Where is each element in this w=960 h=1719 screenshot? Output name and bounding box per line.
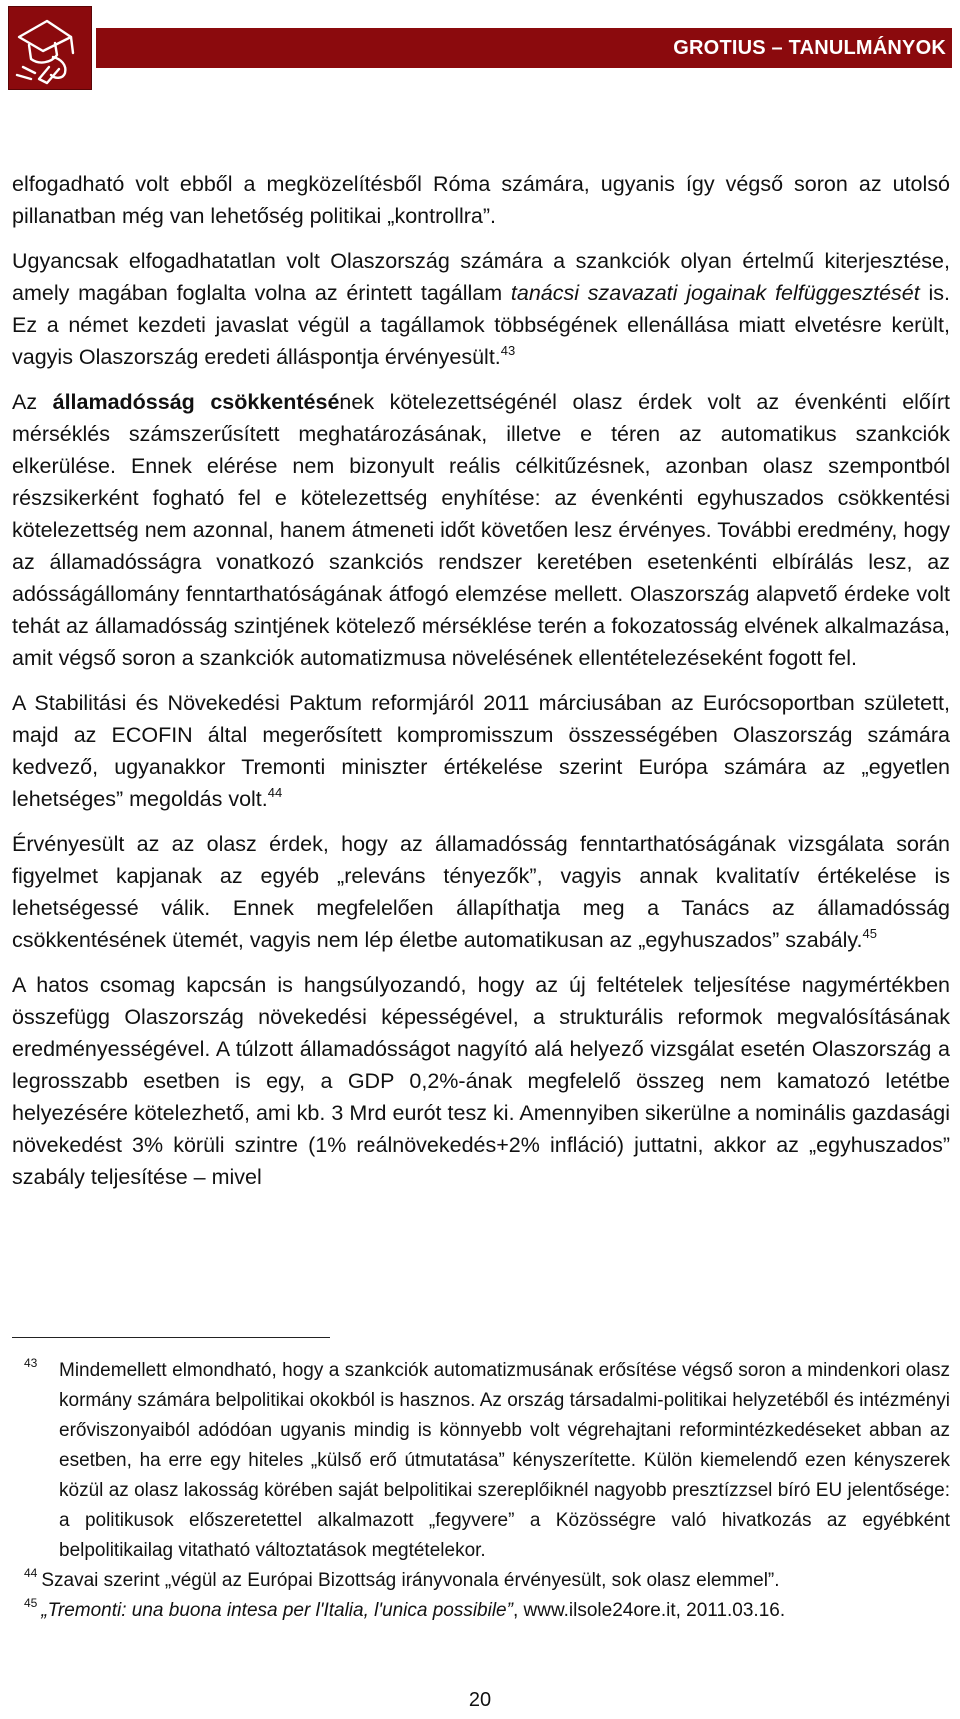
page-number: 20 [468, 1689, 492, 1711]
footnote-44: $^{44}$ Szavai szerint „végül az Európai Bizottság irányvonala érvényesült, sok olasz elemmel”. [24, 1566, 780, 1591]
source-title: „Tremonti: una buona intesa per l'Italia, l'unica possibile” [41, 1600, 513, 1621]
footnote-number: 44 [24, 1566, 38, 1580]
header-band [96, 28, 952, 68]
footnote-number: 43 [24, 1356, 38, 1370]
footnotes [24, 1356, 950, 1626]
footnote-number: 45 [24, 1596, 38, 1610]
paragraph-4: A Stabilitási és Növekedési Paktum reformjáról 2011 márciusában az Eurócsoportban született, majd az ECOFIN által megerősített kompromisszum összességében Olaszország számára kedvező, ugyanakkor Tremonti miniszter értékelése szerint Európa számára az „egyetlen lehetséges” megoldás volt.$^{44}$ [12, 691, 950, 811]
paragraph-1: elfogadható volt ebből a megközelítésből Róma számára, ugyanis így végső soron az utolsó pillanatban még van lehetőség politikai „kontrollra”. [12, 172, 950, 228]
paragraph-3: Az államadósság csökkentésének kötelezettségénél olasz érdek volt az évenkénti előírt mérséklés számszerűsített meghatározásának, illetve e téren az automatikus szankciók elkerülése. Ennek elérése nem bizonyult reális célkitűzésnek, azonban olasz szempontból részsikerként fogható fel e kötelezettség enyhítése: az évenkénti egyhuszados csökkentési kötelezettség nem azonnal, hanem átmeneti időt követően lesz érvényes. További eredmény, hogy az államadósságra vonatkozó szankciós rendszer keretében esetenkénti elbírálás lesz, az adósságállomány fenntarthatóságának átfogó elemzése mellett. Olaszország alapvető érdeke volt tehát az államadósság szintjének kötelező mérséklése terén a fokozatosság elvének alkalmazása, amit végső soron a szankciók automatizmusa növelésének ellentételezéseként fogott fel. [12, 390, 950, 670]
footnote-ref-43[interactable]: 43 [500, 343, 516, 358]
footnote-45: $^{45}$ „Tremonti: una buona intesa per l'Italia, l'unica possibile”, www.ilsole24ore.it, 2011.03.16. [24, 1596, 786, 1621]
paragraph-2: Ugyancsak elfogadhatatlan volt Olaszország számára a szankciók olyan értelmű kiterjesztése, amely magában foglalta volna az érintett tagállam tanácsi szavazati jogainak felfüggesztését is. Ez a német kezdeti javaslat végül a tagállamok többségének ellenállása miatt elvetésre került, vagyis Olaszország eredeti álláspontja érvényesült.$^{43}$ [12, 249, 951, 369]
bold-debt-reduction: államadósság csökkentésé [52, 390, 340, 414]
graduation-cap-logo-icon [8, 6, 92, 90]
paragraph-6: A hatos csomag kapcsán is hangsúlyozandó, hogy az új feltételek teljesítése nagymértékben összefügg Olaszország növekedési képességével, a strukturális reformok megvalósításának eredményességével. A túlzott államadósságot nagyító alá helyező vizsgálat esetén Olaszország a legrosszabb esetben is egy, a GDP 0,2%-ának megfelelő összeg nem kamatozó letétbe helyezésére kötelezhető, ami kb. 3 Mrd eurót tesz ki. Amennyiben sikerülne a nominális gazdasági növekedést 3% körüli szintre (1% reálnövekedés+2% infláció) juttatni, akkor az „egyhuszados” szabály teljesítése – mivel [12, 973, 950, 1189]
footnote-ref-45[interactable]: 45 [862, 926, 877, 941]
emphasis-voting-rights: tanácsi szavazati jogainak felfüggesztését [510, 281, 920, 305]
paragraph-5: Érvényesült az az olasz érdek, hogy az államadósság fenntarthatóságának vizsgálata során figyelmet kapjanak az egyéb „releváns tényezők”, vagyis annak kvalitatív értékelése is lehetségessé válik. Ennek megfelelően állapíthatja meg a Tanács az államadósság csökkentésének ütemét, vagyis nem lép életbe automatikusan az „egyhuszados” szabály.$^{45}$ [12, 832, 950, 952]
footnote-43: $^{43}$ Mindemellett elmondható, hogy a szankciók automatizmusának erősítése végső soron a mindenkori olasz kormány számára belpolitikai okokból is hasznos. Az ország társadalmi-politikai helyzetéből és intézményi erőviszonyaiból adódóan ugyanis mindig is könnyebb volt végrehajtani reformintézkedéseket abban az esetben, ha erre egy hiteles „külső erő útmutatása” kényszerítette. Külön kiemelendő ezen kényszerek közül az olasz lakosság körében saját belpolitikai szereplőiknél nagyobb presztízzsel bíró EU jelentősége: a politikusok előszeretettel alkalmazott „fegyvere” a Közösségre való hivatkozás az egyébként belpolitikailag vitatható változtatások megtételekor. [24, 1356, 950, 1561]
footnote-separator [12, 1337, 330, 1338]
article-body [12, 168, 950, 1193]
page-header [8, 6, 952, 90]
footnote-ref-44[interactable]: 44 [267, 785, 283, 800]
journal-title: GROTIUS – TANULMÁNYOK [673, 37, 946, 59]
